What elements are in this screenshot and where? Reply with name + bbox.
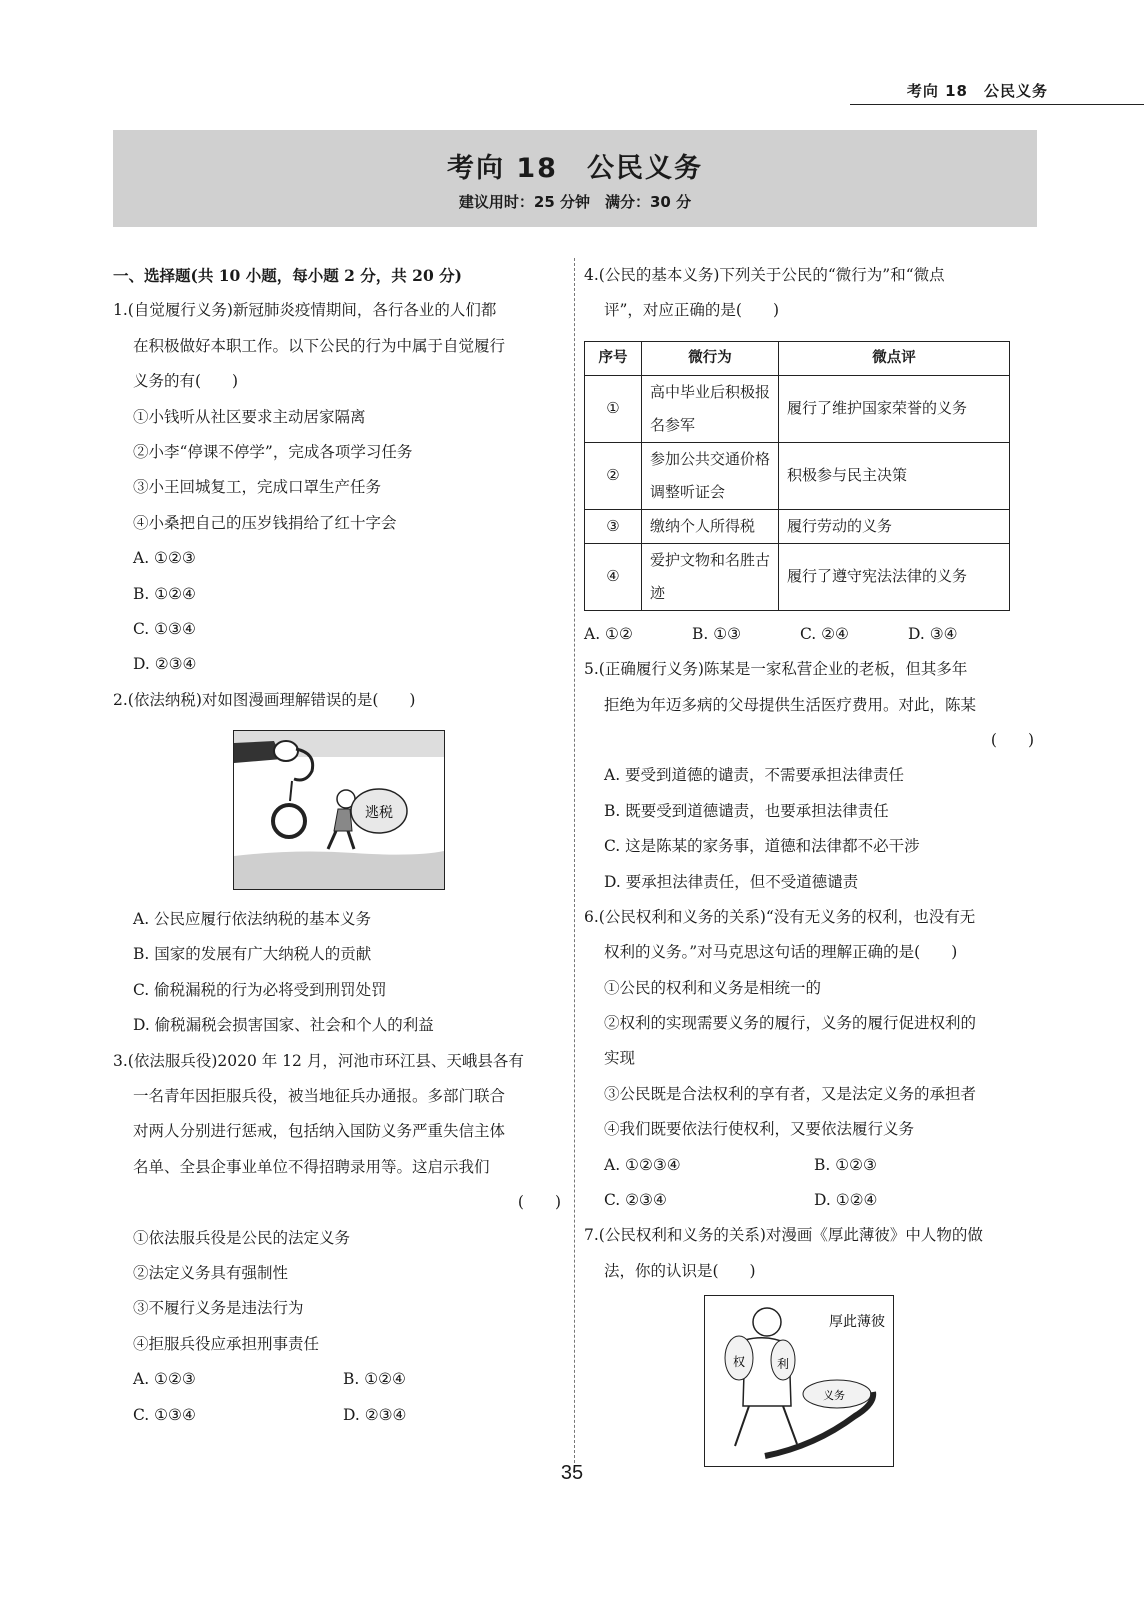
table-header: 微点评 [779, 341, 1010, 375]
page-subtitle: 建议用时：25 分钟 满分：30 分 [458, 193, 692, 211]
q2-option-a: A. 公民应履行依法纳税的基本义务 [133, 910, 372, 929]
q5-answer-paren: ( ) [990, 730, 1034, 749]
cartoon-title: 厚此薄彼 [829, 1314, 885, 1331]
q4-stem-line: 评”，对应正确的是( ) [604, 301, 780, 320]
q3-item: ①依法服兵役是公民的法定义务 [133, 1228, 351, 1247]
q6-stem-line: 权利的义务。”对马克思这句话的理解正确的是( ) [604, 943, 958, 962]
q4-option-a: A. ①② [584, 624, 633, 643]
q3-stem-line: 对两人分别进行惩戒，包括纳入国防义务严重失信主体 [133, 1122, 506, 1141]
q1-stem-line: 1.(自觉履行义务)新冠肺炎疫情期间，各行各业的人们都 [113, 301, 497, 320]
q6-item: ②权利的实现需要义务的履行，义务的履行促进权利的 [604, 1014, 977, 1033]
q1-option-a: A. ①②③ [133, 549, 196, 568]
table-cell: ③ [585, 509, 642, 543]
q3-answer-paren: ( ) [517, 1193, 561, 1212]
q1-item: ④小桑把自己的压岁钱捐给了红十字会 [133, 513, 397, 532]
q5-stem-line: 5.(正确履行义务)陈某是一家私营企业的老板，但其多年 [584, 660, 968, 679]
q4-table [584, 341, 1010, 611]
table-cell: 参加公共交通价格调整听证会 [642, 442, 779, 509]
q2-option-b: B. 国家的发展有广大纳税人的贡献 [133, 945, 372, 964]
cartoon-label: 权 [733, 1355, 746, 1370]
q4-option-d: D. ③④ [908, 624, 958, 643]
table-cell: 履行了维护国家荣誉的义务 [779, 375, 1010, 442]
column-divider [574, 258, 575, 1478]
q4-option-c: C. ②④ [800, 624, 849, 643]
table-cell: ④ [585, 543, 642, 610]
q5-stem-line: 拒绝为年迈多病的父母提供生活医疗费用。对此，陈某 [604, 695, 977, 714]
table-row [585, 543, 1010, 610]
q3-option-a: A. ①②③ [133, 1370, 196, 1389]
q4-stem-line: 4.(公民的基本义务)下列关于公民的“微行为”和“微点 [584, 266, 945, 284]
q1-item: ②小李“停课不停学”，完成各项学习任务 [133, 442, 413, 461]
table-row [585, 375, 1010, 442]
q3-option-d: D. ②③④ [343, 1405, 407, 1424]
q6-option-c: C. ②③④ [604, 1191, 667, 1210]
section-heading: 一、选择题(共 10 小题，每小题 2 分，共 20 分) [113, 266, 462, 285]
question-4 [584, 258, 1038, 652]
question-3 [113, 1044, 565, 1433]
table-cell: ② [585, 442, 642, 509]
table-cell: 爱护文物和名胜古迹 [642, 543, 779, 610]
question-5 [584, 652, 1038, 900]
cartoon-label: 利 [777, 1357, 790, 1372]
q3-options-row [113, 1398, 565, 1433]
q7-stem-line: 法，你的认识是( ) [604, 1261, 756, 1280]
table-header: 序号 [585, 341, 642, 375]
question-2 [113, 683, 565, 1044]
right-column [584, 258, 1038, 1467]
q6-option-d: D. ①②④ [814, 1191, 878, 1210]
q3-stem-line: 名单、全县企事业单位不得招聘录用等。这启示我们 [133, 1157, 490, 1176]
q6-option-a: A. ①②③④ [604, 1155, 681, 1174]
tax-evasion-cartoon [233, 730, 445, 890]
cartoon-label: 义务 [823, 1389, 845, 1403]
q3-item: ④拒服兵役应承担刑事责任 [133, 1334, 320, 1353]
q1-stem-line: 义务的有( ) [133, 372, 239, 391]
left-column [113, 258, 565, 1433]
header-rule [850, 104, 1144, 105]
q1-option-c: C. ①③④ [133, 619, 196, 638]
table-cell: 履行了遵守宪法法律的义务 [779, 543, 1010, 610]
q5-option-b: B. 既要受到道德谴责，也要承担法律责任 [604, 801, 889, 820]
q3-item: ③不履行义务是违法行为 [133, 1299, 304, 1318]
table-cell: 积极参与民主决策 [779, 442, 1010, 509]
q6-options-row [584, 1183, 1038, 1218]
table-cell: 履行劳动的义务 [779, 509, 1010, 543]
q2-option-d: D. 偷税漏税会损害国家、社会和个人的利益 [133, 1016, 434, 1035]
table-row [585, 509, 1010, 543]
question-6 [584, 900, 1038, 1219]
table-header: 微行为 [642, 341, 779, 375]
q3-option-c: C. ①③④ [133, 1405, 196, 1424]
table-cell: 缴纳个人所得税 [642, 509, 779, 543]
question-7 [584, 1218, 1038, 1467]
title-banner [113, 130, 1037, 227]
favoritism-cartoon [704, 1295, 894, 1467]
q4-option-b: B. ①③ [692, 624, 742, 643]
q6-item: ③公民既是合法权利的享有者，又是法定义务的承担者 [604, 1084, 977, 1103]
q6-item: ④我们既要依法行使权利，又要依法履行义务 [604, 1120, 915, 1139]
table-cell: 高中毕业后积极报名参军 [642, 375, 779, 442]
q6-options-row [584, 1148, 1038, 1183]
q6-stem-line: 6.(公民权利和义务的关系)“没有无义务的权利，也没有无 [584, 907, 976, 926]
q1-item: ③小王回城复工，完成口罩生产任务 [133, 478, 382, 497]
cartoon-drawing [234, 731, 444, 889]
q5-option-c: C. 这是陈某的家务事，道德和法律都不必干涉 [604, 837, 920, 856]
table-row [585, 442, 1010, 509]
q1-item: ①小钱听从社区要求主动居家隔离 [133, 407, 366, 426]
q5-option-d: D. 要承担法律责任，但不受道德谴责 [604, 872, 859, 891]
q2-option-c: C. 偷税漏税的行为必将受到刑罚处罚 [133, 980, 387, 999]
running-header: 考向 18 公民义务 [906, 82, 1048, 100]
q7-stem-line: 7.(公民权利和义务的关系)对漫画《厚此薄彼》中人物的做 [584, 1226, 983, 1245]
cartoon-drawing [705, 1296, 893, 1466]
q3-options-row [113, 1362, 565, 1397]
q3-option-b: B. ①②④ [343, 1370, 406, 1389]
q5-option-a: A. 要受到道德的谴责，不需要承担法律责任 [604, 766, 905, 785]
q3-item: ②法定义务具有强制性 [133, 1263, 289, 1282]
cartoon-label: 逃税 [365, 805, 393, 822]
page-title: 考向 18 公民义务 [447, 153, 703, 184]
q1-option-d: D. ②③④ [133, 655, 197, 674]
question-1 [113, 293, 565, 682]
table-cell: ① [585, 375, 642, 442]
q2-stem: 2.(依法纳税)对如图漫画理解错误的是( ) [113, 690, 416, 709]
q3-stem-line: 一名青年因拒服兵役，被当地征兵办通报。多部门联合 [133, 1087, 506, 1106]
q6-item: 实现 [604, 1049, 636, 1068]
q3-stem-line: 3.(依法服兵役)2020 年 12 月，河池市环江县、天峨县各有 [113, 1051, 524, 1070]
q6-item: ①公民的权利和义务是相统一的 [604, 978, 822, 997]
q1-stem-line: 在积极做好本职工作。以下公民的行为中属于自觉履行 [133, 336, 506, 355]
q6-option-b: B. ①②③ [814, 1155, 877, 1174]
q4-options-row [584, 617, 1038, 652]
table-header-row [585, 341, 1010, 375]
page-number: 35 [560, 1462, 584, 1484]
q1-option-b: B. ①②④ [133, 584, 196, 603]
